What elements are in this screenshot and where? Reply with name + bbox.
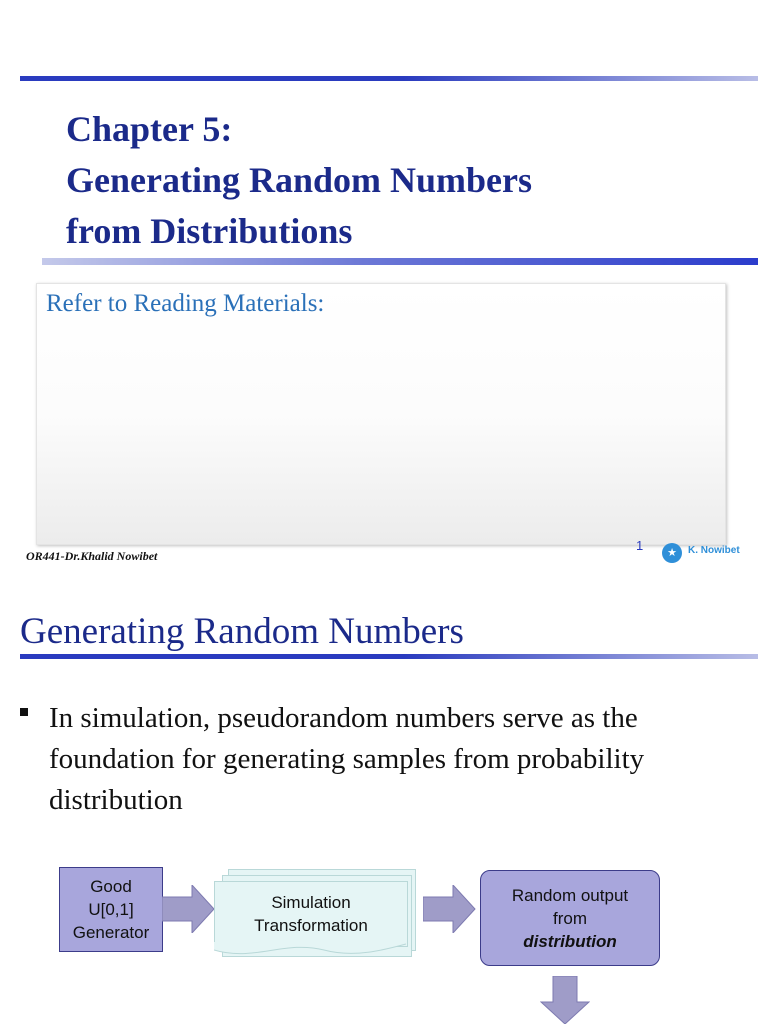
output-line-2: from <box>553 908 587 928</box>
reading-materials-label: Refer to Reading Materials: <box>46 290 325 317</box>
transform-line-1: Simulation <box>271 893 351 912</box>
author-logo-text: K. Nowibet <box>688 545 740 556</box>
title-underline-rule <box>42 258 758 265</box>
output-line-1: Random output <box>511 885 629 905</box>
output-emphasis: distribution <box>523 931 617 951</box>
slide-page-number: 1 <box>636 538 644 553</box>
section-divider-rule <box>20 654 758 659</box>
author-logo-icon: ★ <box>662 543 682 563</box>
transform-line-2: Transformation <box>254 916 368 935</box>
reading-materials-box <box>36 283 726 545</box>
bullet-text: In simulation, pseudorandom numbers serve as the foundation for generating samples from probability distribution <box>49 702 645 816</box>
generator-line-2: U[0,1] <box>88 900 134 919</box>
uniform-generator-node <box>59 867 163 952</box>
simulation-transformation-node <box>214 881 408 947</box>
top-divider-rule <box>20 76 758 81</box>
arrow-right-icon-2 <box>423 885 477 933</box>
random-output-node <box>480 870 660 966</box>
title-line-1: Chapter 5: <box>66 109 233 149</box>
title-line-2: Generating Random Numbers <box>66 160 532 200</box>
slide-footer-author: OR441-Dr.Khalid Nowibet <box>26 549 158 563</box>
generator-line-3: Generator <box>72 923 150 942</box>
section-title: Generating Random Numbers <box>20 611 464 652</box>
arrow-down-icon <box>540 976 590 1024</box>
chapter-title <box>66 104 706 257</box>
generator-line-1: Good <box>90 877 132 896</box>
bullet-square-icon <box>20 708 28 716</box>
arrow-right-icon <box>162 885 216 933</box>
document-wave-edge <box>214 942 408 960</box>
title-line-3: from Distributions <box>66 211 353 251</box>
